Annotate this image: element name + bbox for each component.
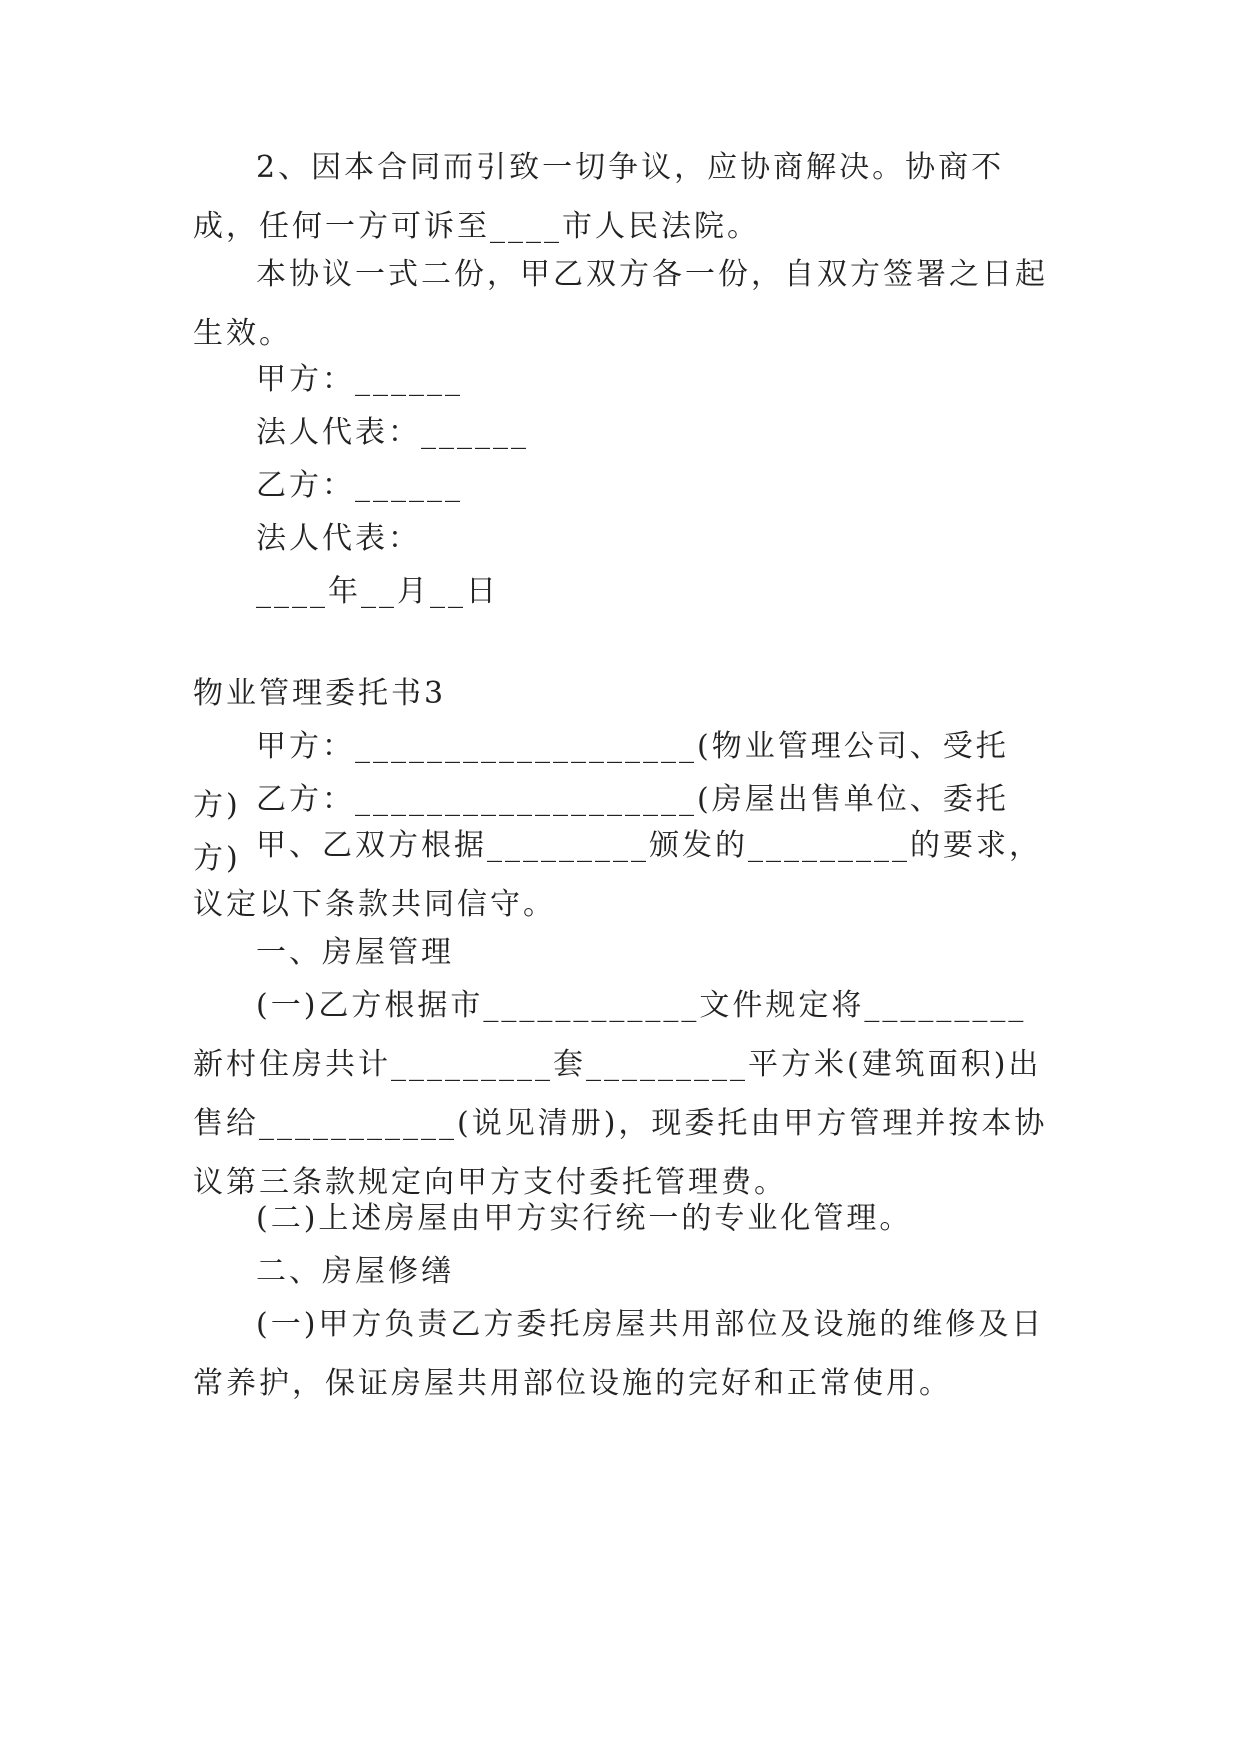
section-title: 物业管理委托书3 [193, 676, 447, 711]
paragraph-copies-clause: 本协议一式二份，甲乙双方各一份，自双方签署之日起生效。 [193, 257, 1048, 351]
paragraph-dispute-clause: 2、因本合同而引致一切争议，应协商解决。协商不成，任何一方可诉至____市人民法院。 [193, 150, 1005, 244]
heading-housing-management: 一、房屋管理 [256, 935, 454, 970]
signature-date: ____年__月__日 [256, 574, 499, 609]
paragraph-basis: 甲、乙双方根据_________颁发的_________的要求，议定以下条款共同信守。 [193, 828, 1042, 922]
paragraph-repair-1: (一)甲方负责乙方委托房屋共用部位及设施的维修及日常养护，保证房屋共用部位设施的完好和正常使用。 [193, 1307, 1045, 1401]
signature-legal-rep-a: 法人代表：______ [256, 415, 529, 450]
heading-housing-repair: 二、房屋修缮 [256, 1254, 454, 1289]
signature-party-b: 乙方：______ [256, 468, 463, 503]
signature-legal-rep-b: 法人代表： [256, 521, 421, 556]
paragraph-management-1: (一)乙方根据市____________文件规定将_________新村住房共计_________套_________平方米(建筑面积)出售给___________(说见清册)，现委托由甲方管理并按本协议第三条款规定向甲方支付委托管理费。 [193, 988, 1048, 1200]
paragraph-management-2: (二)上述房屋由甲方实行统一的专业化管理。 [256, 1201, 913, 1236]
signature-party-a: 甲方：______ [256, 362, 463, 397]
party-b-line: 乙方：___________________(房屋出售单位、委托方) [193, 782, 1009, 876]
party-a-line: 甲方：___________________(物业管理公司、受托方) [193, 729, 1009, 823]
